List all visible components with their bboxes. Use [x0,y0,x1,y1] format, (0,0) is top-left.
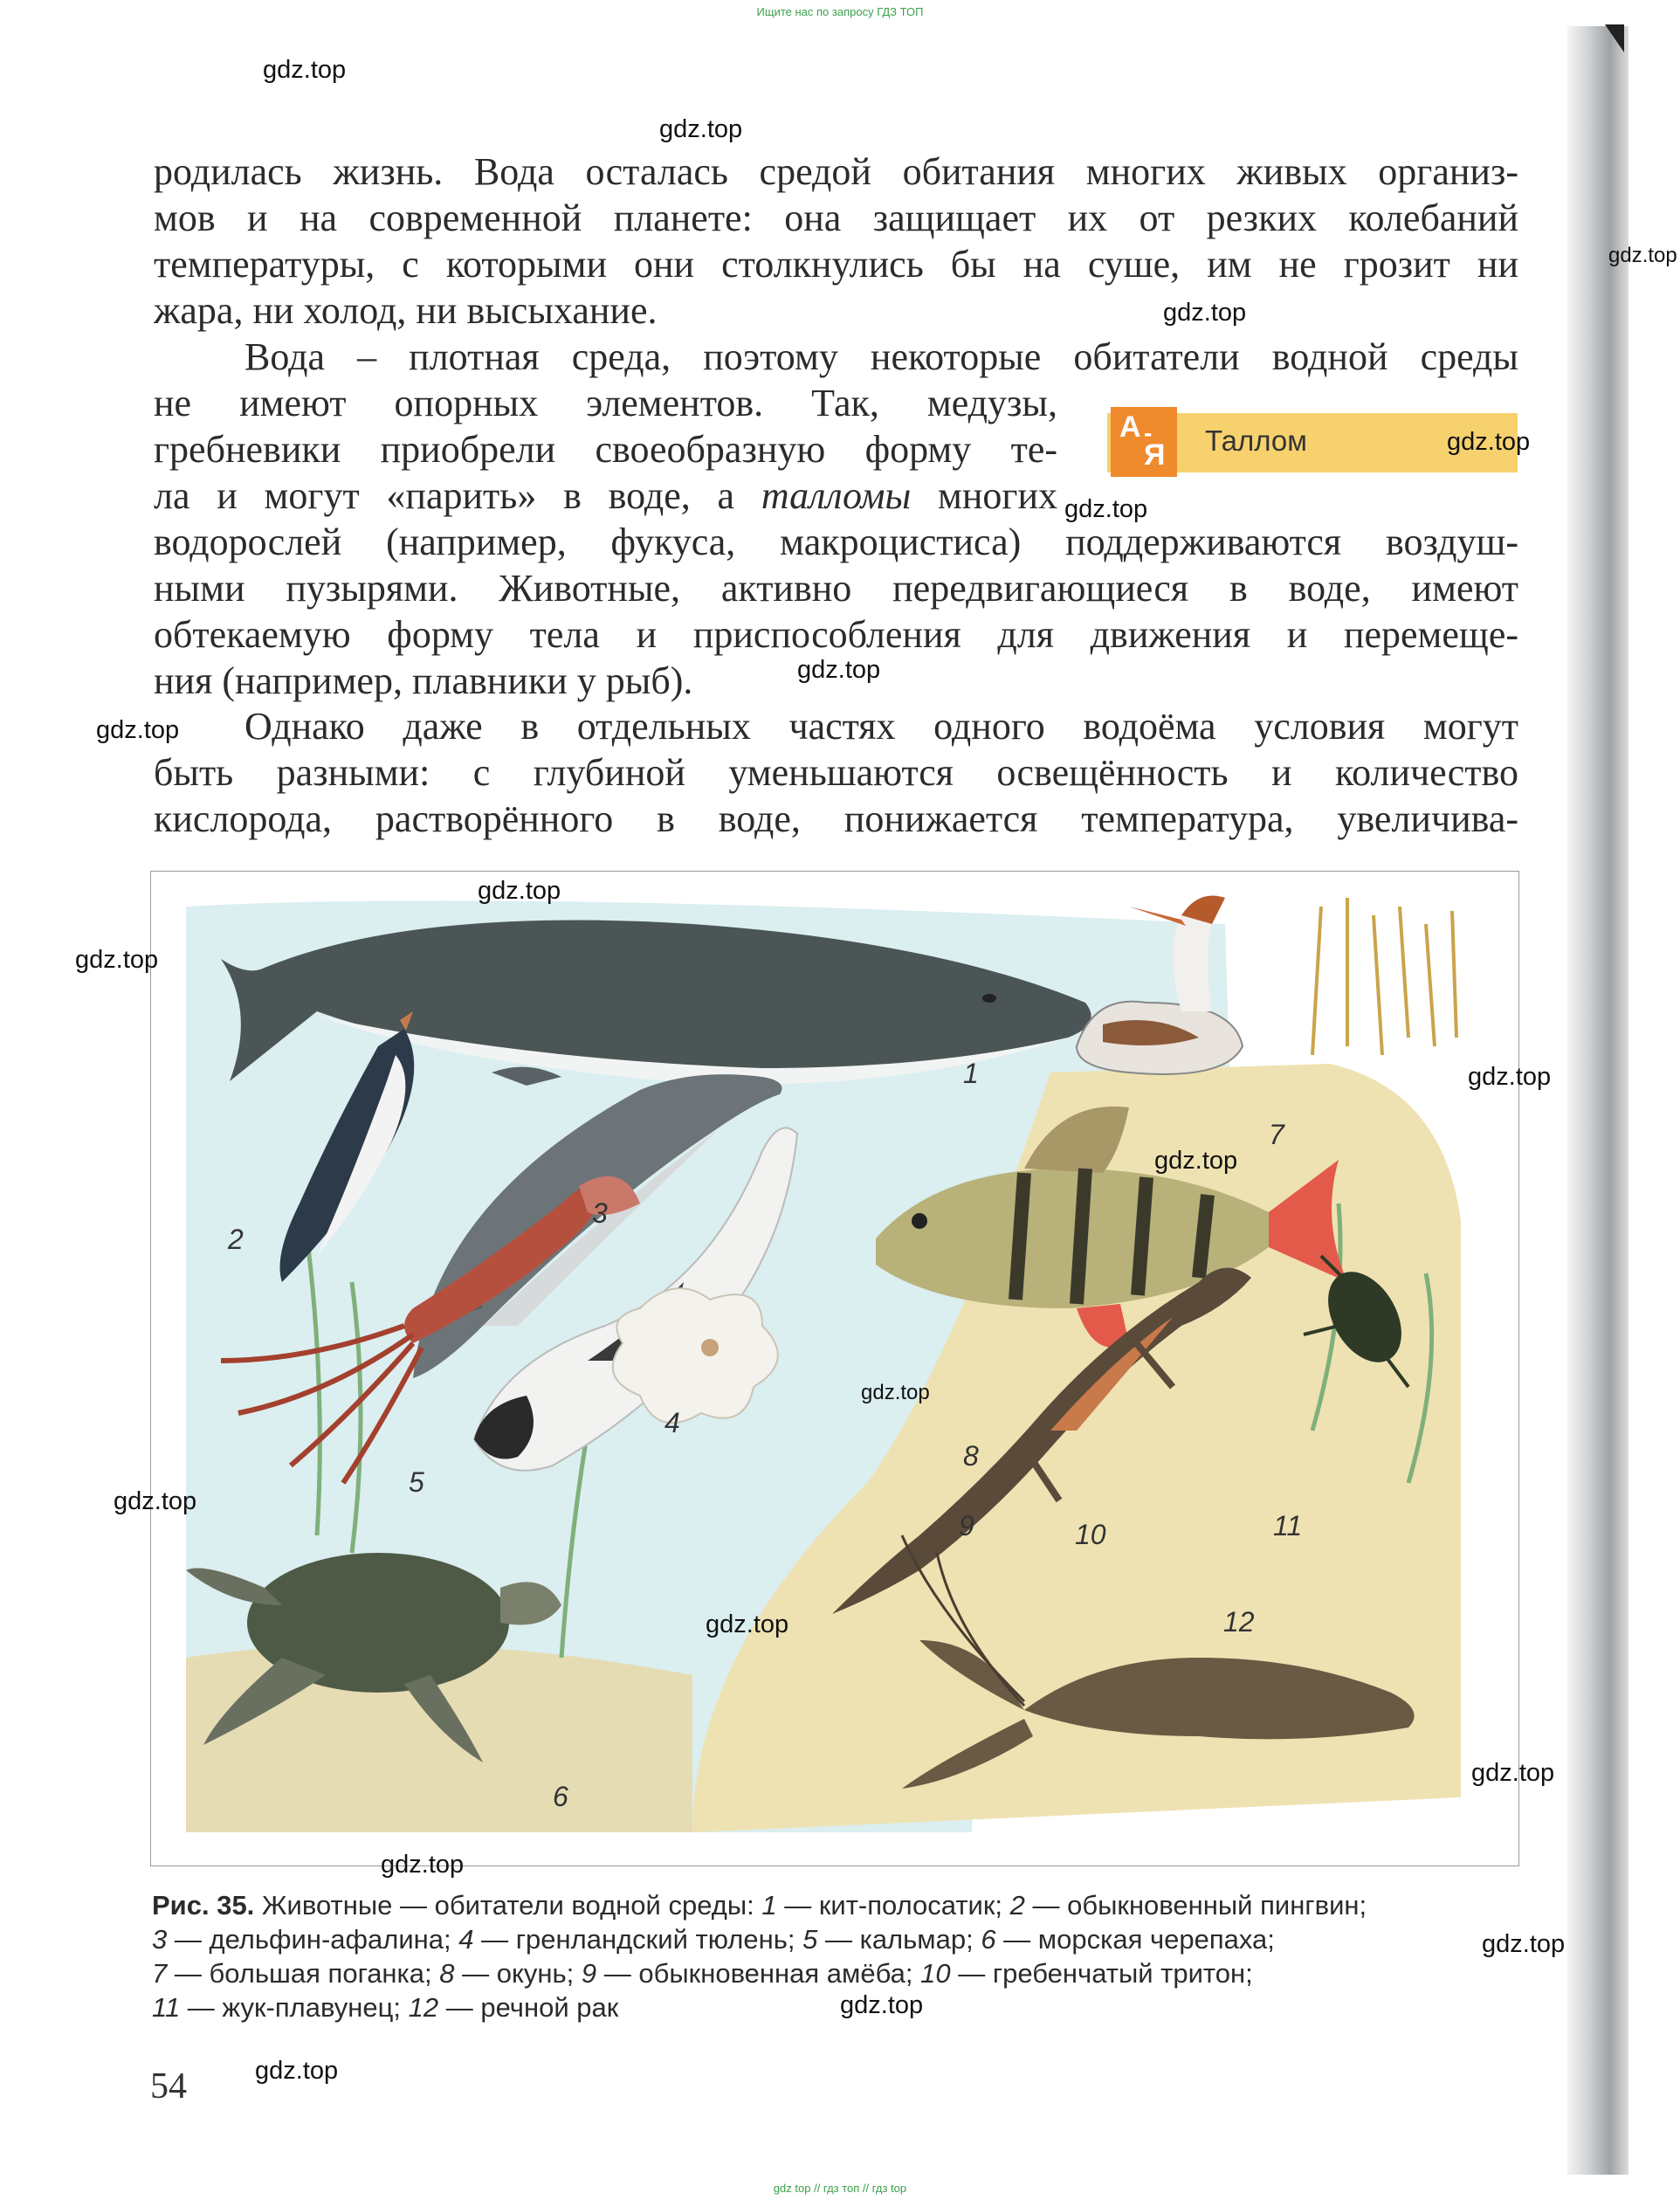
caption-number: 6 [981,1924,996,1955]
bottom-banner: gdz top // гдз топ // гдз top [773,2182,907,2195]
caption-number: 1 [761,1890,777,1921]
caption-item: — обыкновенная амёба; [596,1958,921,1989]
glossary-az-icon [1111,407,1177,477]
figure-label: 12 [1223,1606,1255,1638]
text-line: температуры, с которыми они столкнулись бы на суше, им не грозит ни [154,243,1518,286]
caption-item: — гренландский тюлень; [473,1924,803,1955]
caption-item: — кит-полосатик; [776,1890,1010,1921]
caption-number: 7 [152,1958,168,1989]
text-line: ния (например, плавники у рыб). [154,659,693,702]
caption-item: — морская черепаха; [995,1924,1275,1955]
glossary-icon-letter: Я [1144,438,1166,472]
watermark: gdz.top [1064,495,1148,523]
caption-number: 8 [439,1958,455,1989]
text-line: кислорода, растворённого в воде, понижается температура, увеличива- [154,797,1518,840]
watermark: gdz.top [96,716,180,744]
page-corner-mark [1605,24,1624,52]
caption-number: 11 [152,1992,181,2023]
watermark: gdz.top [706,1610,789,1638]
book-spine-shadow [1567,26,1628,2175]
watermark: gdz.top [381,1851,465,1879]
text-run: многих [911,474,1058,517]
glossary-term: Таллом [1205,424,1307,457]
caption-number: 12 [408,1992,439,2023]
caption-item: — обыкновенный пингвин; [1024,1890,1367,1921]
glossary-icon-letter: - [1144,419,1153,446]
caption-number: 5 [802,1924,818,1955]
watermark: gdz.top [1154,1147,1238,1175]
watermark: gdz.top [840,1991,924,2019]
text-line: не имеют опорных элементов. Так, медузы, [154,382,1057,424]
figure-label: 2 [228,1224,244,1255]
text-line: гребневики приобрели своеобразную форму те- [154,428,1057,471]
figure-label: 5 [409,1466,424,1498]
watermark: gdz.top [263,56,347,84]
watermark: gdz.top [797,656,881,684]
text-line [154,472,1057,519]
figure-label: 7 [1269,1119,1284,1150]
watermark: gdz.top [659,115,743,143]
figure-label: 4 [664,1407,680,1438]
caption-item: — жук-плавунец; [180,1992,409,2023]
figure-label: 1 [963,1058,979,1089]
caption-number: 10 [920,1958,951,1989]
figure-label: 8 [963,1440,979,1472]
watermark: gdz.top [478,877,561,905]
caption-item: — окунь; [454,1958,582,1989]
watermark: gdz.top [1471,1759,1555,1787]
reeds [1312,898,1456,1055]
paragraph-2 [154,334,1518,704]
watermark: gdz.top [1447,428,1531,456]
figure-label: 11 [1273,1510,1303,1541]
text-run: ла и могут «парить» в воде, а [154,474,761,517]
caption-item: — речной рак [438,1992,619,2023]
caption-number: 4 [458,1924,474,1955]
paragraph-1 [154,148,1518,334]
page-number: 54 [150,2066,187,2107]
watermark: gdz.top [1608,244,1677,267]
watermark: gdz.top [1163,299,1247,327]
figure-label: 9 [959,1510,974,1541]
caption-item: — большая поганка; [167,1958,440,1989]
watermark: gdz.top [1482,1930,1566,1958]
figure-label: 6 [553,1781,568,1812]
watermark: gdz.top [255,2057,339,2085]
watermark: gdz.top [75,946,159,974]
text-line: обтекаемую форму тела и приспособления для движения и перемеще- [154,613,1518,656]
aquatic-animals-drawing [151,872,1518,1866]
figure-35-illustration [150,871,1519,1866]
top-banner: Ищите нас по запросу ГДЗ ТОП [756,5,924,18]
caption-item: — гребенчатый тритон; [950,1958,1253,1989]
paragraph-3 [154,703,1518,842]
caption-label: Рис. 35. [152,1890,255,1921]
watermark: gdz.top [114,1487,197,1515]
watermark: gdz.top [1468,1063,1552,1091]
text-line: Вода – плотная среда, поэтому некоторые обитатели водной среды [244,335,1518,378]
term-italic: талломы [761,474,912,517]
glossary-icon-letter: А [1119,410,1141,444]
figure-label: 10 [1075,1519,1106,1550]
caption-intro: Животные — обитатели водной среды: [254,1890,762,1921]
watermark: gdz.top [861,1381,930,1404]
text-line: мов и на современной планете: она защищает их от резких колебаний [154,197,1518,239]
caption-number: 3 [152,1924,168,1955]
caption-number: 9 [581,1958,597,1989]
text-line: Однако даже в отдельных частях одного водоёма условия могут [244,705,1518,748]
text-line: быть разными: с глубиной уменьшаются освещённость и количество [154,751,1518,794]
caption-number: 2 [1009,1890,1025,1921]
figure-label: 3 [592,1197,608,1229]
text-line: водорослей (например, фукуса, макроцистиса) поддерживаются воздуш- [154,521,1518,563]
text-line: родилась жизнь. Вода осталась средой обитания многих живых организ- [154,150,1518,193]
text-line: ными пузырями. Животные, активно передвигающиеся в воде, имеют [154,567,1518,610]
caption-item: — кальмар; [817,1924,981,1955]
text-line: жара, ни холод, ни высыхание. [154,289,658,332]
caption-item: — дельфин-афалина; [167,1924,459,1955]
